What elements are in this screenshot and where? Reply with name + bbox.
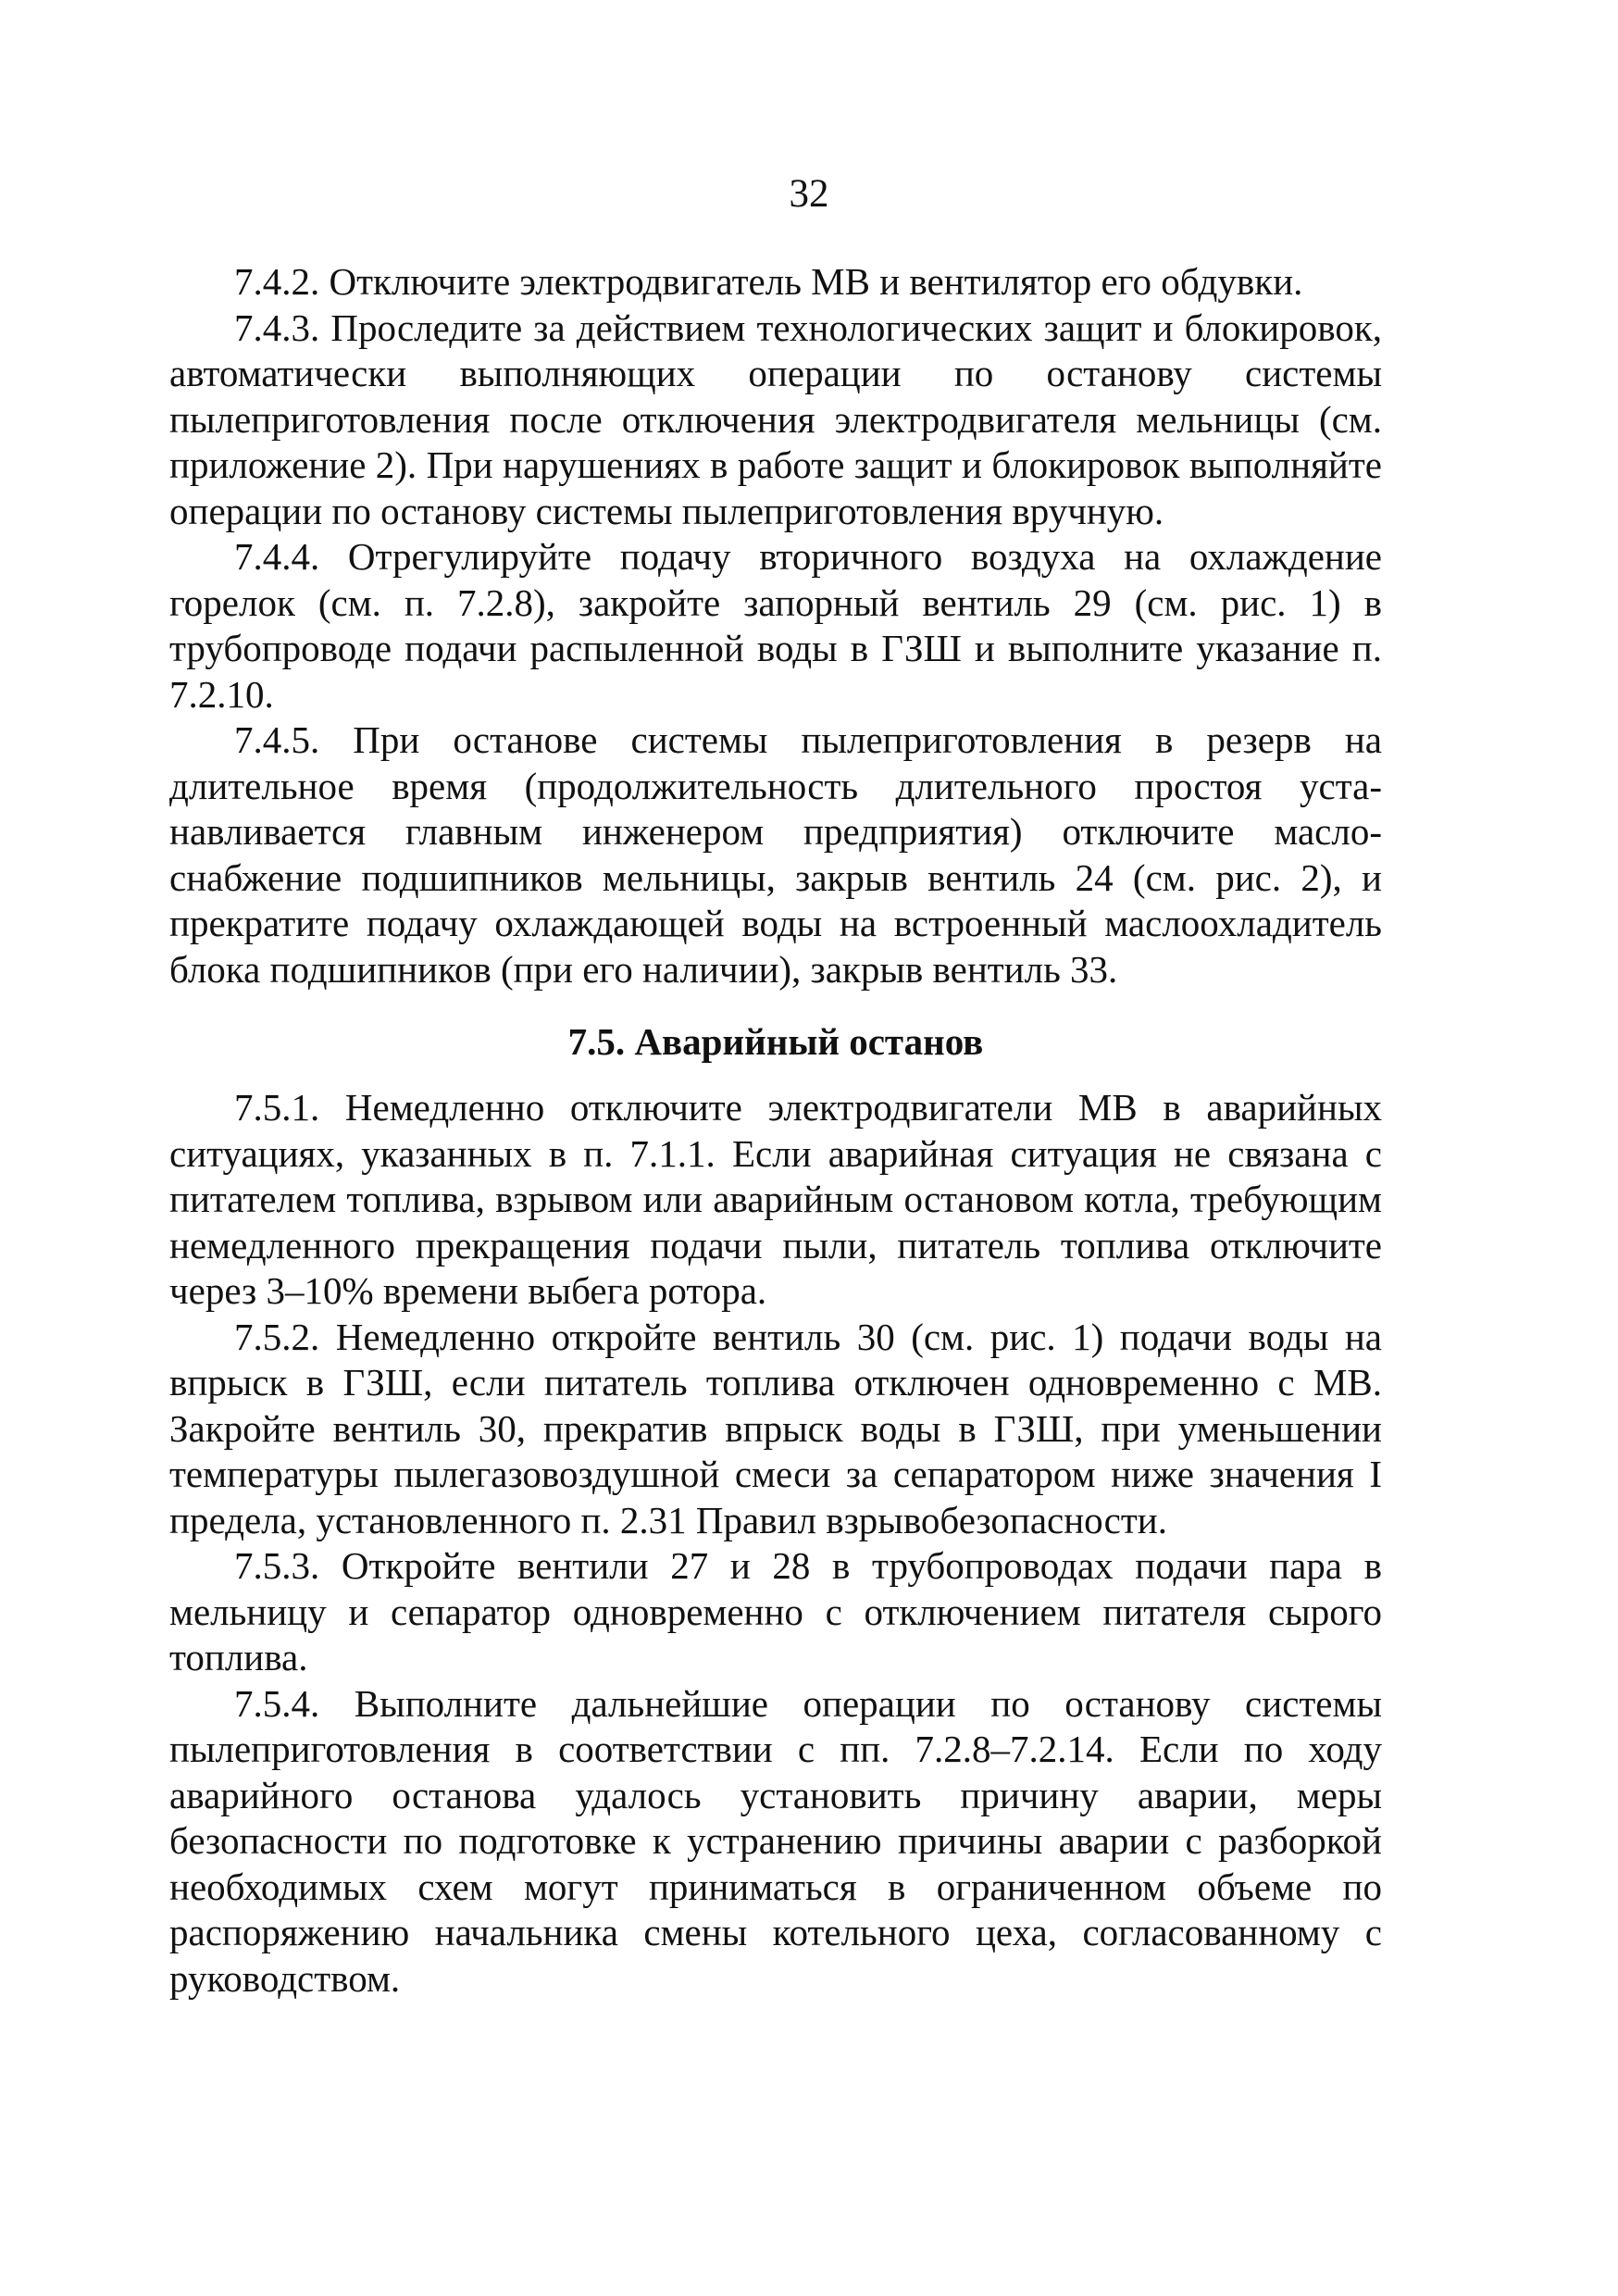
- paragraph-7-4-3: 7.4.3. Проследите за действием технологических защит и блокировок, автоматически выполняющих операции по останову системы пылеприготовления после отключения электродвигателя мельницы (см. приложение 2). При нарушениях в работе защит и блокировок выполняйте операции по останову системы пылеприготовления вручную.: [169, 306, 1382, 532]
- page-body: [169, 259, 1382, 2002]
- page-number: 32: [789, 172, 829, 216]
- paragraph-7-5-2: 7.5.2. Немедленно откройте вентиль 30 (см. рис. 1) подачи воды на впрыск в ГЗШ, если питатель топлива отключен одновременно с МВ. Закройте вентиль 30, прекратив впрыск воды в ГЗШ, при уменьшении температуры пылегазовоздушной смеси за сепаратором ниже значения I предела, установленного п. 2.31 Правил взрывобезопасности.: [169, 1315, 1382, 1541]
- section-heading-7-5: 7.5. Аварийный останов: [567, 1020, 984, 1063]
- paragraph-7-5-4: 7.5.4. Выполните дальнейшие операции по останову системы пылеприготовления в соответствии с пп. 7.2.8–7.2.14. Если по ходу аварийного останова удалось установить причину аварии, меры безопасности по подготовке к устранению причины аварии с разборкой необходимых схем могут приниматься в ограниченном объеме по распоряжению начальника смены котельного цеха, согласованному с руководством.: [169, 1681, 1382, 2000]
- paragraph-7-5-3: 7.5.3. Откройте вентили 27 и 28 в трубопроводах подачи пара в мельницу и сепаратор одновременно с отключением питателя сырого топлива.: [169, 1544, 1382, 1678]
- paragraph-7-4-5: 7.4.5. При останове системы пылеприготовления в резерв на длительное время (продолжительность длительного простоя устанавливается главным инженером предприятия) отключите маслоснабжение подшипников мельницы, закрыв вентиль 24 (см. рис. 2), и прекратите подачу охлаждающей воды на встроенный маслоохладитель блока подшипников (при его наличии), закрыв вентиль 33.: [169, 718, 1382, 991]
- paragraph-7-4-2: 7.4.2. Отключите электродвигатель МВ и вентилятор его обдувки.: [234, 260, 1303, 303]
- paragraph-7-4-4: 7.4.4. Отрегулируйте подачу вторичного воздуха на охлаждение горелок (см. п. 7.2.8), закройте запорный вентиль 29 (см. рис. 1) в трубопроводе подачи распыленной воды в ГЗШ и выполните указание п. 7.2.10.: [169, 535, 1382, 716]
- paragraph-7-5-1: 7.5.1. Немедленно отключите электродвигатели МВ в аварийных ситуациях, указанных в п. 7.1.1. Если аварийная ситуация не связана с питателем топлива, взрывом или аварийным остановом котла, требующим немедленного прекращения подачи пыли, питатель топлива отключите через 3–10% времени выбега ротора.: [169, 1086, 1382, 1312]
